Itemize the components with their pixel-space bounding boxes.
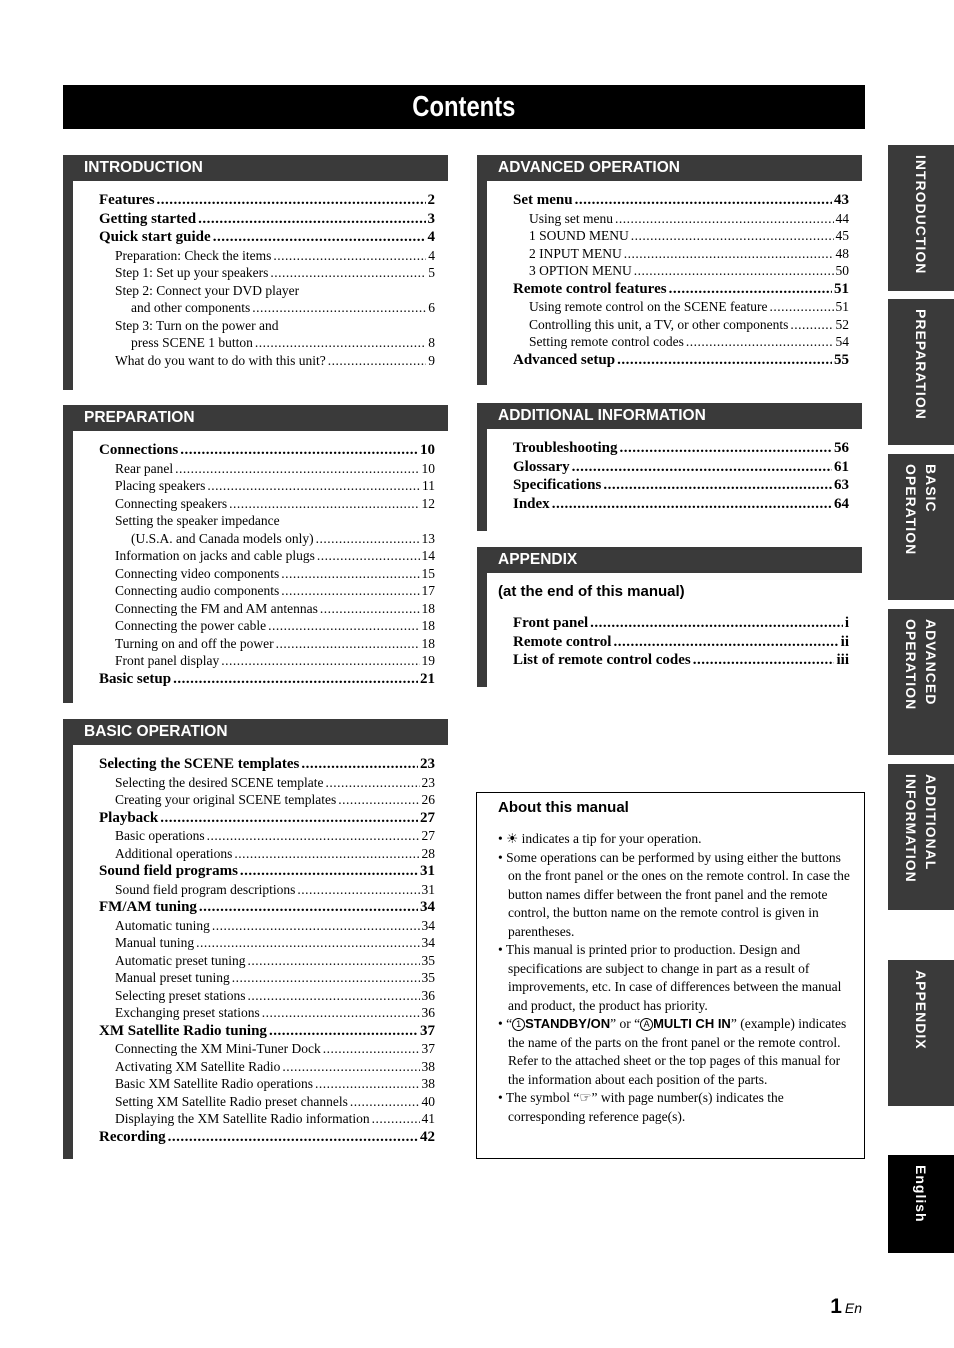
toc-entry-title: Connections — [99, 442, 179, 458]
toc-entry-page: 2 — [427, 192, 435, 208]
section-heading: PREPARATION — [63, 405, 448, 431]
toc-entry-title: Information on jacks and cable plugs — [115, 548, 315, 563]
about-item-symbol: • The symbol “☞” with page number(s) indicates the corresponding reference page(s). — [498, 1089, 850, 1126]
dot-leader — [790, 316, 833, 334]
tab-additional-information[interactable]: ADDITIONAL INFORMATION — [888, 764, 954, 910]
dot-leader — [262, 1004, 420, 1022]
toc-entry[interactable] — [99, 565, 435, 583]
dot-leader — [572, 458, 832, 477]
dot-leader — [350, 1093, 420, 1111]
toc-entry-page: 34 — [421, 935, 435, 950]
toc-entry-title: What do you want to do with this unit? — [115, 352, 326, 368]
dot-leader — [372, 1110, 420, 1128]
toc-entry-title: Automatic preset tuning — [115, 952, 246, 968]
dot-leader — [173, 670, 418, 689]
dot-leader — [180, 441, 418, 460]
dot-leader — [669, 280, 832, 299]
section-introduction — [63, 155, 448, 390]
toc-entry[interactable]: Step 2: Connect your DVD player — [115, 282, 300, 298]
toc-entry-page: 54 — [835, 334, 849, 349]
dot-leader — [247, 987, 419, 1005]
toc-entry[interactable] — [99, 1058, 435, 1076]
toc-entry-title: Troubleshooting — [513, 440, 618, 456]
dot-leader — [281, 565, 419, 583]
toc-entry-title: Using set menu — [529, 210, 613, 226]
dot-leader — [613, 633, 838, 652]
about-list — [498, 830, 850, 1126]
toc-entry-page: 27 — [421, 828, 435, 843]
dot-leader — [199, 898, 418, 917]
tab-introduction[interactable]: INTRODUCTION — [888, 145, 954, 291]
toc-entry-title: Exchanging preset stations — [115, 1005, 260, 1020]
section-preparation — [63, 405, 448, 703]
toc-entry-title: Front panel display — [115, 653, 220, 668]
toc-entry-page: 23 — [421, 774, 435, 790]
dot-leader — [323, 1040, 420, 1058]
toc-entry[interactable] — [99, 652, 435, 670]
section-heading: INTRODUCTION — [63, 155, 448, 181]
toc-entry[interactable] — [99, 755, 435, 774]
toc-entry[interactable] — [99, 191, 435, 210]
toc-entry-page: 52 — [835, 316, 849, 332]
tab-english[interactable]: English — [888, 1155, 954, 1253]
dot-leader — [315, 1075, 420, 1093]
toc-entry[interactable] — [99, 495, 435, 513]
toc-entry-title: Controlling this unit, a TV, or other components — [529, 316, 789, 332]
toc-entries — [99, 181, 435, 369]
toc-entry-title: Connecting audio components — [115, 583, 280, 598]
toc-entry[interactable] — [99, 228, 435, 247]
toc-entry-page: 37 — [421, 1041, 435, 1056]
about-item-parts: • “ 1 STANDBY/ON” or “ A MULTI CH IN” (example) indicates the name of the parts on the front panel or the remote control. Refer to the attached sheet or the top pages of this manual for the information about each position of the parts. — [498, 1015, 850, 1089]
toc-entry-page: 51 — [835, 299, 849, 314]
toc-entry-title: Automatic tuning — [115, 917, 210, 933]
toc-entry-page: 19 — [421, 653, 435, 668]
dot-leader — [247, 952, 419, 970]
dot-leader — [338, 791, 419, 809]
toc-entries — [99, 745, 435, 1146]
toc-entry[interactable] — [99, 352, 435, 370]
toc-entry-page: 41 — [421, 1111, 435, 1126]
toc-entry-title: Rear panel — [115, 460, 174, 476]
section-advanced-operation — [477, 155, 862, 385]
about-item-tip: • ☀ indicates a tip for your operation. — [498, 830, 850, 849]
toc-entry-page: 42 — [420, 1128, 435, 1145]
tab-basic-operation[interactable]: BASIC OPERATION — [888, 454, 954, 600]
toc-entry-page: 14 — [421, 548, 435, 563]
toc-entries — [513, 600, 849, 670]
toc-entry-page: iii — [836, 652, 849, 668]
dot-leader — [282, 1058, 419, 1076]
toc-entries — [99, 431, 435, 688]
toc-entry[interactable] — [99, 987, 435, 1005]
toc-entry-page: 38 — [421, 1058, 435, 1074]
toc-entry[interactable] — [99, 334, 435, 352]
toc-entry-page: 44 — [835, 210, 849, 226]
toc-entry[interactable] — [99, 1093, 435, 1111]
dot-leader — [232, 969, 420, 987]
toc-entry-page: 4 — [428, 247, 435, 263]
toc-entry-title: Getting started — [99, 210, 197, 227]
tab-advanced-operation[interactable]: ADVANCED OPERATION — [888, 609, 954, 755]
toc-entry-title: Index — [513, 495, 550, 512]
about-heading: About this manual — [498, 799, 629, 816]
toc-entry-page: 34 — [420, 899, 435, 915]
toc-entry-title: Front panel — [513, 615, 589, 631]
toc-entry-title: Manual tuning — [115, 935, 195, 950]
toc-entry[interactable] — [513, 191, 849, 210]
toc-entry-page: 6 — [428, 300, 435, 315]
section-heading: BASIC OPERATION — [63, 719, 448, 745]
toc-entry-title: Connecting the FM and AM antennas — [115, 600, 318, 616]
toc-entry-page: 10 — [421, 460, 435, 476]
toc-entry-title: Connecting speakers — [115, 495, 228, 511]
toc-entry-page: 31 — [421, 881, 435, 897]
toc-entry-page: 36 — [421, 1005, 435, 1020]
dot-leader — [196, 934, 419, 952]
toc-entry-page: 8 — [428, 335, 435, 350]
toc-entry-page: 17 — [421, 583, 435, 598]
toc-entry-page: 18 — [421, 600, 435, 616]
dot-leader — [213, 228, 426, 247]
dot-leader — [619, 439, 832, 458]
toc-entry-page: 63 — [834, 477, 849, 493]
dot-leader — [301, 755, 418, 774]
dot-leader — [325, 774, 419, 792]
section-subheading: (at the end of this manual) — [498, 583, 685, 600]
dot-leader — [590, 614, 843, 633]
power-symbol-icon: 1 — [512, 1018, 525, 1031]
toc-entry[interactable] — [99, 582, 435, 600]
toc-entry-title: 2 INPUT MENU — [529, 245, 622, 261]
toc-entry[interactable] — [99, 1022, 435, 1041]
toc-entry[interactable] — [513, 495, 849, 514]
section-appendix — [477, 547, 862, 687]
toc-entry[interactable] — [99, 774, 435, 792]
toc-entry-title: Additional operations — [115, 845, 233, 861]
circled-a-icon: A — [640, 1018, 653, 1031]
toc-entry[interactable] — [99, 862, 435, 881]
toc-entry-title: Connecting the power cable — [115, 618, 267, 633]
toc-entry[interactable] — [99, 1040, 435, 1058]
section-heading: ADDITIONAL INFORMATION — [477, 403, 862, 429]
dot-leader — [281, 582, 419, 600]
toc-entry-page: 56 — [834, 440, 849, 456]
dot-leader — [634, 262, 834, 280]
toc-entry[interactable] — [99, 530, 435, 548]
dot-leader — [255, 334, 426, 352]
toc-entry[interactable] — [513, 333, 849, 351]
dot-leader — [769, 298, 833, 316]
toc-entry-page: 21 — [420, 670, 435, 687]
toc-entry-title: List of remote control codes — [513, 652, 691, 668]
toc-entry-page: 10 — [420, 442, 435, 458]
toc-entry-page: 5 — [428, 265, 435, 280]
toc-entry[interactable] — [99, 809, 435, 828]
toc-entry-page: 23 — [420, 756, 435, 772]
toc-entry-title: XM Satellite Radio tuning — [99, 1022, 267, 1039]
toc-entry-title: Glossary — [513, 458, 570, 475]
toc-entry-page: 12 — [421, 495, 435, 511]
toc-entry-page: 9 — [428, 352, 435, 368]
toc-entry[interactable] — [513, 651, 849, 670]
toc-entry-page: 31 — [420, 863, 435, 879]
toc-entry[interactable] — [513, 458, 849, 477]
toc-entry-page: 27 — [420, 809, 435, 826]
toc-entry-title: Connecting video components — [115, 565, 280, 581]
toc-entry-page: 36 — [421, 987, 435, 1003]
dot-leader — [273, 247, 426, 265]
toc-entry-title: Set menu — [513, 192, 573, 208]
toc-entry-page: 28 — [421, 845, 435, 861]
dot-leader — [270, 264, 426, 282]
dot-leader — [240, 862, 418, 881]
toc-entry[interactable] — [513, 298, 849, 316]
toc-entry-title: Basic setup — [99, 670, 172, 687]
toc-entry[interactable] — [513, 439, 849, 458]
toc-entry-title: (U.S.A. and Canada models only) — [131, 530, 314, 546]
dot-leader — [234, 845, 419, 863]
toc-entry-page: i — [844, 615, 849, 631]
toc-entry-page: 15 — [421, 565, 435, 581]
toc-entry[interactable] — [513, 633, 849, 652]
toc-entry-title: 3 OPTION MENU — [529, 263, 632, 278]
dot-leader — [198, 210, 425, 229]
dot-leader — [157, 191, 426, 210]
toc-entry[interactable] — [99, 600, 435, 618]
toc-entry-page: 18 — [421, 618, 435, 633]
toc-entry[interactable] — [99, 917, 435, 935]
title-bar — [63, 85, 865, 129]
dot-leader — [328, 352, 427, 370]
toc-entry[interactable] — [99, 881, 435, 899]
page-title: Contents — [412, 90, 516, 123]
toc-entry-page: 26 — [421, 792, 435, 807]
toc-entry-title: Specifications — [513, 477, 602, 493]
toc-entry[interactable] — [99, 1128, 435, 1147]
toc-entry-title: Advanced setup — [513, 351, 616, 368]
toc-entry-page: 43 — [834, 192, 849, 208]
dot-leader — [160, 809, 418, 828]
dot-leader — [229, 495, 419, 513]
toc-entry[interactable] — [99, 460, 435, 478]
dot-leader — [320, 600, 420, 618]
toc-entry[interactable] — [513, 245, 849, 263]
toc-entry-title: Basic operations — [115, 828, 205, 843]
toc-entry[interactable] — [513, 210, 849, 228]
toc-entry-page: 11 — [422, 478, 435, 493]
toc-entry-title: Selecting the desired SCENE template — [115, 774, 324, 790]
toc-entry-page: 18 — [421, 635, 435, 651]
section-basic-operation — [63, 719, 448, 1159]
toc-entry-page: 55 — [834, 351, 849, 368]
toc-entry-title: Selecting preset stations — [115, 987, 246, 1003]
toc-entry[interactable] — [99, 264, 435, 282]
dot-leader — [317, 547, 420, 565]
toc-entries — [513, 181, 849, 369]
toc-entry[interactable] — [99, 299, 435, 317]
toc-entry-title: Playback — [99, 809, 159, 826]
about-this-manual-box — [476, 792, 865, 1159]
page-number: 1 En — [830, 1295, 862, 1318]
toc-entry[interactable] — [513, 280, 849, 299]
toc-entry-title: Using remote control on the SCENE feature — [529, 299, 768, 314]
dot-leader — [175, 460, 419, 478]
toc-entry-page: 35 — [421, 970, 435, 985]
toc-entry[interactable] — [99, 952, 435, 970]
toc-entry-page: 38 — [421, 1076, 435, 1091]
toc-entry-page: 35 — [421, 952, 435, 968]
toc-entry-title: Step 1: Set up your speakers — [115, 265, 269, 280]
toc-entry[interactable] — [99, 247, 435, 265]
toc-entry-page: ii — [840, 633, 849, 650]
dot-leader — [631, 227, 834, 245]
toc-entry[interactable] — [99, 1004, 435, 1022]
toc-entry-title: Manual preset tuning — [115, 970, 230, 985]
toc-entry-title: Basic XM Satellite Radio operations — [115, 1076, 313, 1091]
toc-entry-title: FM/AM tuning — [99, 899, 197, 915]
dot-leader — [207, 477, 420, 495]
toc-entry[interactable]: Step 3: Turn on the power and — [115, 317, 279, 333]
dot-leader — [603, 476, 832, 495]
toc-entry-page: 34 — [421, 917, 435, 933]
toc-entry[interactable] — [513, 614, 849, 633]
toc-entry[interactable] — [99, 969, 435, 987]
toc-entry-title: Placing speakers — [115, 478, 206, 493]
dot-leader — [268, 617, 419, 635]
dot-leader — [297, 881, 419, 899]
toc-entry-page: 50 — [835, 263, 849, 278]
toc-entry-page: 61 — [834, 458, 849, 475]
toc-entry-title: Sound field programs — [99, 863, 238, 879]
toc-entry[interactable] — [99, 635, 435, 653]
dot-leader — [212, 917, 420, 935]
toc-entry[interactable] — [513, 316, 849, 334]
toc-entry-title: Creating your original SCENE templates — [115, 792, 337, 807]
toc-entry-title: Remote control features — [513, 280, 667, 297]
section-heading: APPENDIX — [477, 547, 862, 573]
toc-entry-page: 40 — [421, 1093, 435, 1109]
section-heading: ADVANCED OPERATION — [477, 155, 862, 181]
dot-leader — [575, 191, 832, 210]
dot-leader — [686, 333, 834, 351]
section-additional-information — [477, 403, 862, 531]
toc-entry[interactable] — [99, 791, 435, 809]
toc-entry[interactable] — [513, 227, 849, 245]
toc-entry-title: Activating XM Satellite Radio — [115, 1058, 281, 1074]
toc-entry-title: Connecting the XM Mini-Tuner Dock — [115, 1041, 321, 1056]
toc-entry-title: Features — [99, 192, 155, 208]
toc-entry[interactable] — [99, 1110, 435, 1128]
dot-leader — [269, 1022, 418, 1041]
toc-entry[interactable]: Setting the speaker impedance — [115, 513, 280, 528]
toc-entry[interactable] — [99, 934, 435, 952]
toc-entry-page: 37 — [420, 1022, 435, 1039]
dot-leader — [552, 495, 832, 514]
dot-leader — [617, 351, 832, 370]
toc-entry[interactable] — [513, 476, 849, 495]
tab-preparation[interactable]: PREPARATION — [888, 299, 954, 445]
toc-entry-title: Recording — [99, 1128, 166, 1145]
toc-entry[interactable] — [99, 617, 435, 635]
toc-entry[interactable] — [99, 845, 435, 863]
dot-leader — [615, 210, 834, 228]
toc-entry[interactable] — [99, 827, 435, 845]
toc-entry-title: Remote control — [513, 633, 612, 650]
toc-entry[interactable] — [513, 262, 849, 280]
tab-appendix[interactable]: APPENDIX — [888, 960, 954, 1106]
toc-entry[interactable] — [99, 477, 435, 495]
toc-entry-title: Turning on and off the power — [115, 635, 274, 651]
toc-entry-page: 51 — [834, 280, 849, 297]
toc-entry[interactable] — [99, 547, 435, 565]
toc-entry[interactable] — [99, 898, 435, 917]
toc-entry-title: Preparation: Check the items — [115, 247, 272, 263]
toc-entry-title: press SCENE 1 button — [131, 335, 253, 350]
toc-entry[interactable] — [99, 210, 435, 229]
toc-entry-page: 48 — [835, 245, 849, 261]
toc-entry-page: 3 — [427, 210, 435, 227]
toc-entry-page: 64 — [834, 495, 849, 512]
toc-entry-title: Displaying the XM Satellite Radio information — [115, 1111, 370, 1126]
tip-icon: ☀ — [506, 831, 519, 846]
toc-entry-page: 13 — [421, 530, 435, 546]
toc-entry-page: 45 — [835, 228, 849, 243]
toc-entry-title: and other components — [131, 300, 251, 315]
about-item-buttons: • Some operations can be performed by using either the buttons on the front panel or the ones on the remote control. In case the button names differ between the front panel and the remote control, the button name on the remote control is given in parentheses. — [498, 849, 850, 942]
dot-leader — [316, 530, 420, 548]
toc-entry[interactable] — [99, 1075, 435, 1093]
toc-entry[interactable] — [99, 670, 435, 689]
toc-entry-title: Setting remote control codes — [529, 334, 684, 349]
dot-leader — [168, 1128, 418, 1147]
dot-leader — [221, 652, 419, 670]
toc-entry-page: 4 — [427, 229, 435, 245]
toc-entry-title: 1 SOUND MENU — [529, 228, 629, 243]
toc-entry-title: Sound field program descriptions — [115, 881, 296, 897]
toc-entries — [513, 429, 849, 513]
about-item-printed: • This manual is printed prior to production. Design and specifications are subject to change in part as a result of improvements, etc. In case of differences between the manual and product, the product has priority. — [498, 941, 850, 1015]
toc-entry[interactable] — [513, 351, 849, 370]
toc-entry[interactable] — [99, 441, 435, 460]
toc-entry-title: Quick start guide — [99, 229, 211, 245]
toc-entry-title: Selecting the SCENE templates — [99, 756, 300, 772]
dot-leader — [276, 635, 420, 653]
toc-entry-title: Setting XM Satellite Radio preset channels — [115, 1093, 348, 1109]
dot-leader — [252, 299, 426, 317]
dot-leader — [624, 245, 834, 263]
dot-leader — [207, 827, 420, 845]
dot-leader — [693, 651, 835, 670]
